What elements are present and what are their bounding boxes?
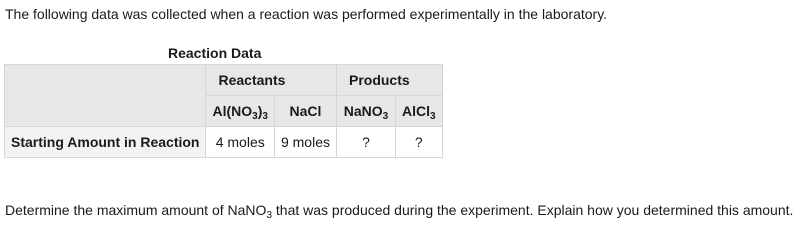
species-cell-al-no3-3 bbox=[206, 96, 274, 127]
species-text: NaNO bbox=[343, 103, 383, 119]
species-text: AlCl bbox=[401, 103, 430, 119]
species-cell-alcl3 bbox=[395, 96, 442, 127]
value-al-no3-3: 4 moles bbox=[206, 127, 274, 158]
value-alcl3: ? bbox=[395, 127, 442, 158]
row-label: Starting Amount in Reaction bbox=[5, 127, 206, 158]
species-cell-nano3 bbox=[336, 96, 395, 127]
question-before: Determine the maximum amount of NaNO bbox=[5, 202, 267, 218]
empty-corner-cell bbox=[5, 65, 206, 127]
table-row bbox=[5, 127, 443, 158]
reaction-data-table bbox=[4, 64, 443, 158]
value-nano3: ? bbox=[336, 127, 395, 158]
species-text: NaCl bbox=[289, 103, 322, 119]
species-cell-nacl bbox=[274, 96, 336, 127]
products-header: Products bbox=[336, 65, 442, 96]
species-subscript: 3 bbox=[429, 111, 436, 122]
value-nacl: 9 moles bbox=[274, 127, 336, 158]
question-subscript: 3 bbox=[266, 210, 272, 221]
table-caption: Reaction Data bbox=[168, 45, 262, 61]
species-subscript: 3 bbox=[262, 111, 268, 122]
reactants-header: Reactants bbox=[206, 65, 337, 96]
question-text bbox=[5, 202, 794, 221]
species-subscript: 3 bbox=[382, 111, 389, 122]
table-row bbox=[5, 65, 443, 96]
intro-text: The following data was collected when a reaction was performed experimentally in the laboratory. bbox=[5, 6, 608, 22]
species-text: Al(NO bbox=[212, 103, 253, 119]
species-paren: ) bbox=[257, 103, 263, 119]
species-subscript: 3 bbox=[252, 111, 258, 122]
question-after: that was produced during the experiment. Explain how you determined this amount. bbox=[272, 202, 794, 218]
